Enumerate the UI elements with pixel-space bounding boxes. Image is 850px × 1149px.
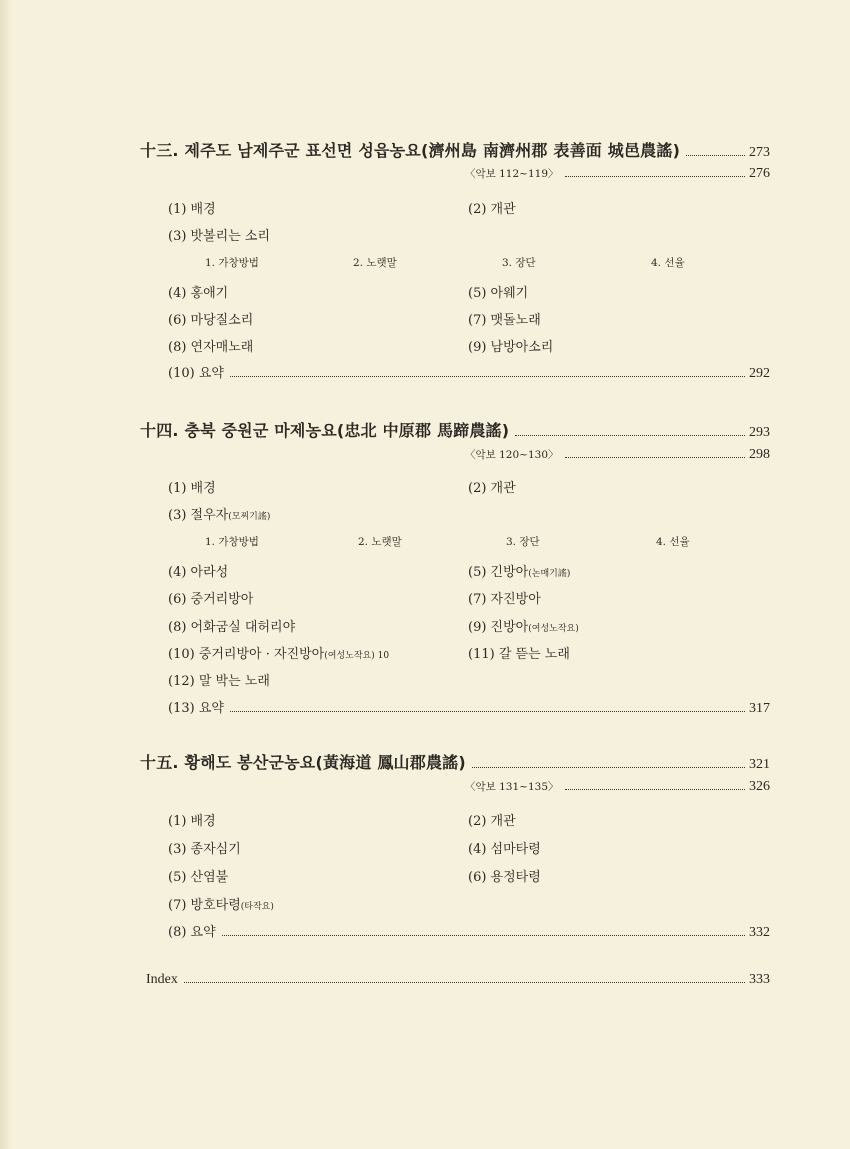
toc-entry-score-15[interactable] — [465, 779, 770, 795]
summary-label: (13) 요약 — [168, 701, 224, 716]
score-page: 276 — [749, 166, 770, 181]
toc-entry-summary-13[interactable] — [168, 362, 770, 382]
section-15-page: 321 — [749, 757, 770, 772]
list-item-label: (5) 긴방아 — [468, 565, 529, 580]
list-item: (6) 용정타령 — [468, 870, 541, 885]
summary-page: 332 — [749, 925, 770, 940]
list-item: (8) 어화굼실 대허리야 — [168, 620, 296, 635]
list-item: (5) 산염불 — [168, 870, 229, 885]
list-item: (7) 맷돌노래 — [468, 313, 541, 328]
score-page: 326 — [749, 779, 770, 794]
leader-dots — [565, 456, 745, 458]
toc-entry-summary-14[interactable] — [168, 697, 770, 717]
score-range: 〈악보 112~119〉 — [465, 168, 559, 180]
list-item: (3) 종자심기 — [168, 842, 241, 857]
list-item: (2) 개관 — [468, 481, 516, 496]
list-item: (9) 남방아소리 — [468, 340, 554, 355]
item-note: (모찌기謠) — [228, 512, 271, 522]
sub-item: 3. 장단 — [502, 257, 536, 269]
list-item: (4) 홍애기 — [168, 286, 229, 301]
list-item: (2) 개관 — [468, 202, 516, 217]
list-item-with-note — [468, 561, 570, 580]
toc-entry-index[interactable] — [146, 972, 770, 988]
list-item: (11) 갈 뜯는 노래 — [468, 647, 570, 662]
section-14-title: 十四. 충북 중원군 마제농요(忠北 中原郡 馬蹄農謠) — [140, 421, 510, 440]
list-item: (1) 배경 — [168, 481, 216, 496]
leader-dots — [515, 434, 745, 436]
item-note: (여성노작요) 10 — [324, 651, 390, 661]
score-page: 298 — [749, 447, 770, 462]
list-item-label: (9) 진방아 — [468, 620, 529, 635]
sub-item: 2. 노랫말 — [353, 257, 397, 269]
score-range: 〈악보 120~130〉 — [465, 449, 559, 461]
list-item-with-note — [168, 504, 270, 523]
summary-label: (10) 요약 — [168, 366, 224, 381]
page-edge-shadow — [0, 0, 12, 1149]
index-page: 333 — [749, 972, 770, 987]
leader-dots — [686, 154, 745, 156]
list-item: (4) 섬마타령 — [468, 842, 541, 857]
list-item: (4) 아라성 — [168, 565, 229, 580]
leader-dots — [565, 175, 745, 177]
toc-entry-summary-15[interactable] — [168, 921, 770, 941]
toc-entry-score-13[interactable] — [465, 166, 770, 182]
summary-label: (8) 요약 — [168, 925, 216, 940]
section-13-title: 十三. 제주도 남제주군 표선면 성읍농요(濟州島 南濟州郡 表善面 城邑農謠) — [140, 141, 681, 160]
score-range: 〈악보 131~135〉 — [465, 781, 559, 793]
sub-item: 1. 가창방법 — [205, 536, 259, 548]
summary-page: 317 — [749, 701, 770, 716]
leader-dots — [230, 710, 745, 712]
list-item: (5) 아웨기 — [468, 286, 529, 301]
leader-dots — [222, 934, 745, 936]
leader-dots — [472, 766, 745, 768]
leader-dots — [565, 788, 745, 790]
sub-item: 3. 장단 — [506, 536, 540, 548]
list-item: (2) 개관 — [468, 814, 516, 829]
toc-entry-section-13[interactable] — [140, 138, 770, 161]
sub-item: 2. 노랫말 — [358, 536, 402, 548]
section-14-page: 293 — [749, 425, 770, 440]
index-label: Index — [146, 972, 178, 987]
list-item: (6) 중거리방아 — [168, 592, 254, 607]
list-item-with-note — [168, 894, 274, 913]
section-15-title: 十五. 황해도 봉산군농요(黃海道 鳳山郡農謠) — [140, 753, 466, 772]
sub-item: 4. 선율 — [651, 257, 685, 269]
list-item: (7) 자진방아 — [468, 592, 541, 607]
list-item-label: (7) 방호타령 — [168, 898, 241, 913]
toc-entry-score-14[interactable] — [465, 447, 770, 463]
leader-dots — [230, 375, 745, 377]
leader-dots — [184, 981, 745, 983]
item-note: (타작요) — [240, 902, 274, 912]
list-item: (3) 밧볼리는 소리 — [168, 229, 271, 244]
list-item-with-note — [168, 643, 389, 662]
list-item: (1) 배경 — [168, 202, 216, 217]
list-item-label: (10) 중거리방아 · 자진방아 — [168, 647, 325, 662]
section-13-page: 273 — [749, 145, 770, 160]
sub-item: 1. 가창방법 — [205, 257, 259, 269]
item-note: (논매기謠) — [528, 569, 571, 579]
toc-entry-section-14[interactable] — [140, 418, 770, 441]
summary-page: 292 — [749, 366, 770, 381]
item-note: (여성노작요) — [528, 624, 579, 634]
toc-entry-section-15[interactable] — [140, 750, 770, 773]
list-item-with-note — [468, 616, 579, 635]
list-item: (6) 마당질소리 — [168, 313, 254, 328]
list-item: (12) 말 박는 노래 — [168, 674, 270, 689]
sub-item: 4. 선율 — [656, 536, 690, 548]
list-item: (1) 배경 — [168, 814, 216, 829]
list-item-label: (3) 절우자 — [168, 508, 229, 523]
list-item: (8) 연자매노래 — [168, 340, 254, 355]
